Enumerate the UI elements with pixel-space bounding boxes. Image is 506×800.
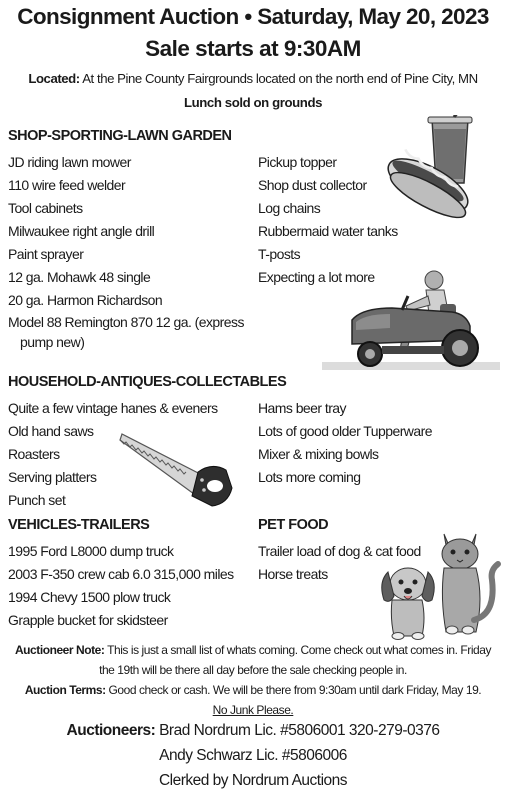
list-item: 1995 Ford L8000 dump truck xyxy=(8,543,174,559)
list-item: Mixer & mixing bowls xyxy=(258,446,379,462)
auctioneers-label: Auctioneers: xyxy=(66,722,156,739)
terms-text: Good check or cash. We will be there from 9:30am until dark Friday, May 19. xyxy=(108,683,482,697)
shop-heading: SHOP-SPORTING-LAWN GARDEN xyxy=(8,128,232,144)
auction-terms xyxy=(6,680,500,700)
terms-label: Auction Terms: xyxy=(24,683,106,697)
auctioneers-line1 xyxy=(0,722,506,740)
list-item: Trailer load of dog & cat food xyxy=(258,543,421,559)
list-item: Lots of good older Tupperware xyxy=(258,423,432,439)
list-item: Log chains xyxy=(258,200,321,216)
petfood-heading: PET FOOD xyxy=(258,517,329,533)
hand-saw-icon xyxy=(118,428,236,508)
note-text: This is just a small list of whats coming. Come check out what comes in. Friday the 19th will be there all day before the sale checking people in. xyxy=(99,643,492,677)
list-item: Shop dust collector xyxy=(258,177,367,193)
list-item: Serving platters xyxy=(8,469,97,485)
vehicles-heading: VEHICLES-TRAILERS xyxy=(8,517,150,533)
auction-notes xyxy=(6,640,500,720)
list-item: 12 ga. Mohawk 48 single xyxy=(8,269,151,285)
list-item: Punch set xyxy=(8,492,66,508)
no-junk-notice: No Junk Please. xyxy=(212,703,294,717)
list-item: 20 ga. Harmon Richardson xyxy=(8,292,163,308)
lawn-mower-rider-icon xyxy=(322,262,500,372)
list-item: JD riding lawn mower xyxy=(8,154,131,170)
note-label: Auctioneer Note: xyxy=(14,643,105,657)
list-item: Paint sprayer xyxy=(8,246,84,262)
lunch-notice: Lunch sold on grounds xyxy=(183,95,323,110)
list-item: Model 88 Remington 870 12 ga. (express pump new) xyxy=(8,314,244,350)
list-item: Rubbermaid water tanks xyxy=(258,223,398,239)
list-item: Tool cabinets xyxy=(8,200,83,216)
list-item: T-posts xyxy=(258,246,301,262)
list-item: 2003 F-350 crew cab 6.0 315,000 miles xyxy=(8,566,234,582)
sale-start-time: Sale starts at 9:30AM xyxy=(145,36,361,61)
auctioneer-brad: Brad Nordrum Lic. #5806001 320-279-0376 xyxy=(159,722,440,739)
household-heading: HOUSEHOLD-ANTIQUES-COLLECTABLES xyxy=(8,374,287,390)
auctioneer-andy: Andy Schwarz Lic. #5806006 xyxy=(159,747,347,764)
list-item: Quite a few vintage hanes & eveners xyxy=(8,400,218,416)
list-item: Milwaukee right angle drill xyxy=(8,223,155,239)
household-right-list xyxy=(258,397,432,489)
list-item: 110 wire feed welder xyxy=(8,177,126,193)
vehicles-list xyxy=(8,540,234,632)
clerk-line: Clerked by Nordrum Auctions xyxy=(158,772,348,789)
dog-icon xyxy=(378,560,444,640)
list-item: Pickup topper xyxy=(258,154,337,170)
list-item: 1994 Chevy 1500 plow truck xyxy=(8,589,171,605)
page-title: Consignment Auction • Saturday, May 20, 2023 xyxy=(17,4,489,29)
list-item: Hams beer tray xyxy=(258,400,346,416)
list-item: Roasters xyxy=(8,446,60,462)
located-label: Located: xyxy=(28,71,80,86)
list-item: Lots more coming xyxy=(258,469,361,485)
located-text: At the Pine County Fairgrounds located on the north end of Pine City, MN xyxy=(82,71,478,86)
location-line xyxy=(0,71,506,86)
list-item: Old hand saws xyxy=(8,423,94,439)
shop-left-list xyxy=(8,151,260,352)
list-item: Horse treats xyxy=(258,566,328,582)
list-item: Grapple bucket for skidsteer xyxy=(8,612,168,628)
list-item: Expecting a lot more xyxy=(258,269,375,285)
auctioneer-note xyxy=(6,640,500,680)
hotdog-soda-icon xyxy=(382,115,500,220)
